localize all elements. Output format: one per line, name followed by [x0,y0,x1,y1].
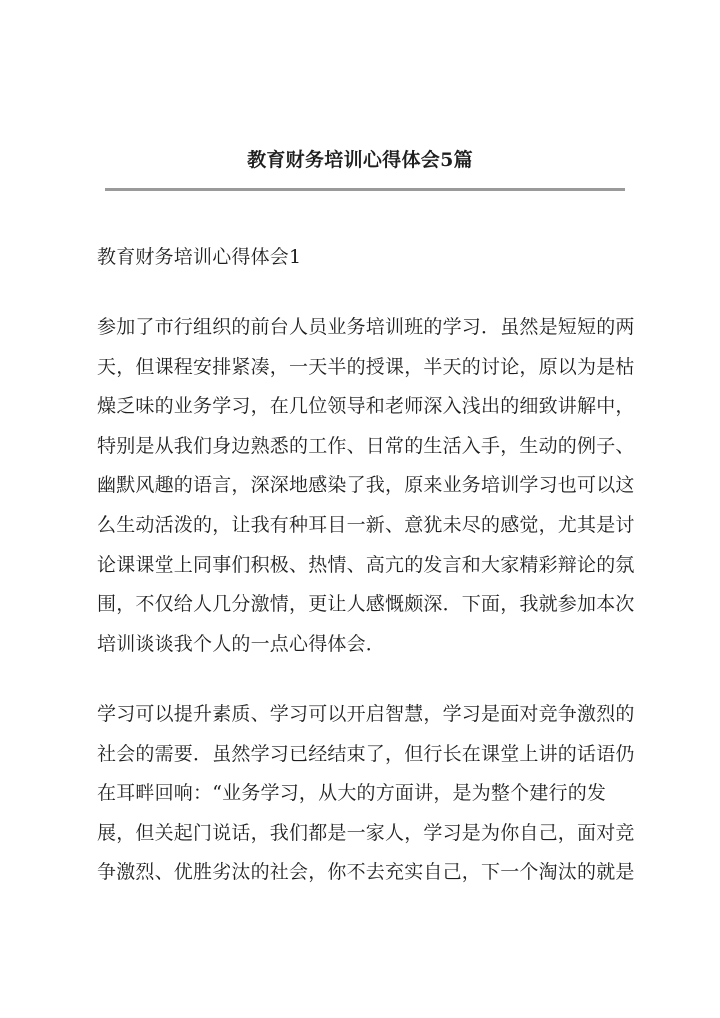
title-divider [105,188,625,191]
text-line: 参加了市行组织的前台人员业务培训班的学习．虽然是短短的两 [97,316,635,338]
text-line: 在耳畔回响：“业务学习，从大的方面讲，是为整个建行的发 [97,782,607,805]
text-line: 学习可以提升素质、学习可以开启智慧，学习是面对竞争激烈的 [97,703,635,725]
text-line: 争激烈、优胜劣汰的社会，你不去充实自己，下一个淘汰的就是 [97,861,635,884]
text-line: 特别是从我们身边熟悉的工作、日常的生活入手，生动的例子、 [97,434,635,457]
text-line: 么生动活泼的，让我有种耳目一新、意犹未尽的感觉，尤其是讨 [97,513,635,536]
text-line: 培训谈谈我个人的一点心得体会． [97,632,386,655]
section-heading: 教育财务培训心得体会1 [97,246,302,268]
paragraph-1 [97,308,657,664]
text-line: 展，但关起门说话，我们都是一家人，学习是为你自己，面对竞 [97,821,635,844]
text-line: 论课课堂上同事们积极、热情、高亢的发言和大家精彩辩论的氛 [97,553,635,576]
text-line: 幽默风趣的语言，深深地感染了我，原来业务培训学习也可以这 [97,474,635,497]
text-line: 社会的需要．虽然学习已经结束了，但行长在课堂上讲的话语仍 [97,742,635,765]
text-line: 天，但课程安排紧凑，一天半的授课，半天的讨论，原以为是枯 [97,355,635,378]
paragraph-2 [97,695,657,893]
text-line: 燥乏味的业务学习，在几位领导和老师深入浅出的细致讲解中， [97,395,635,418]
document-title: 教育财务培训心得体会5篇 [247,149,473,171]
text-line: 围，不仅给人几分激情，更让人感慨颇深．下面，我就参加本次 [97,593,635,616]
